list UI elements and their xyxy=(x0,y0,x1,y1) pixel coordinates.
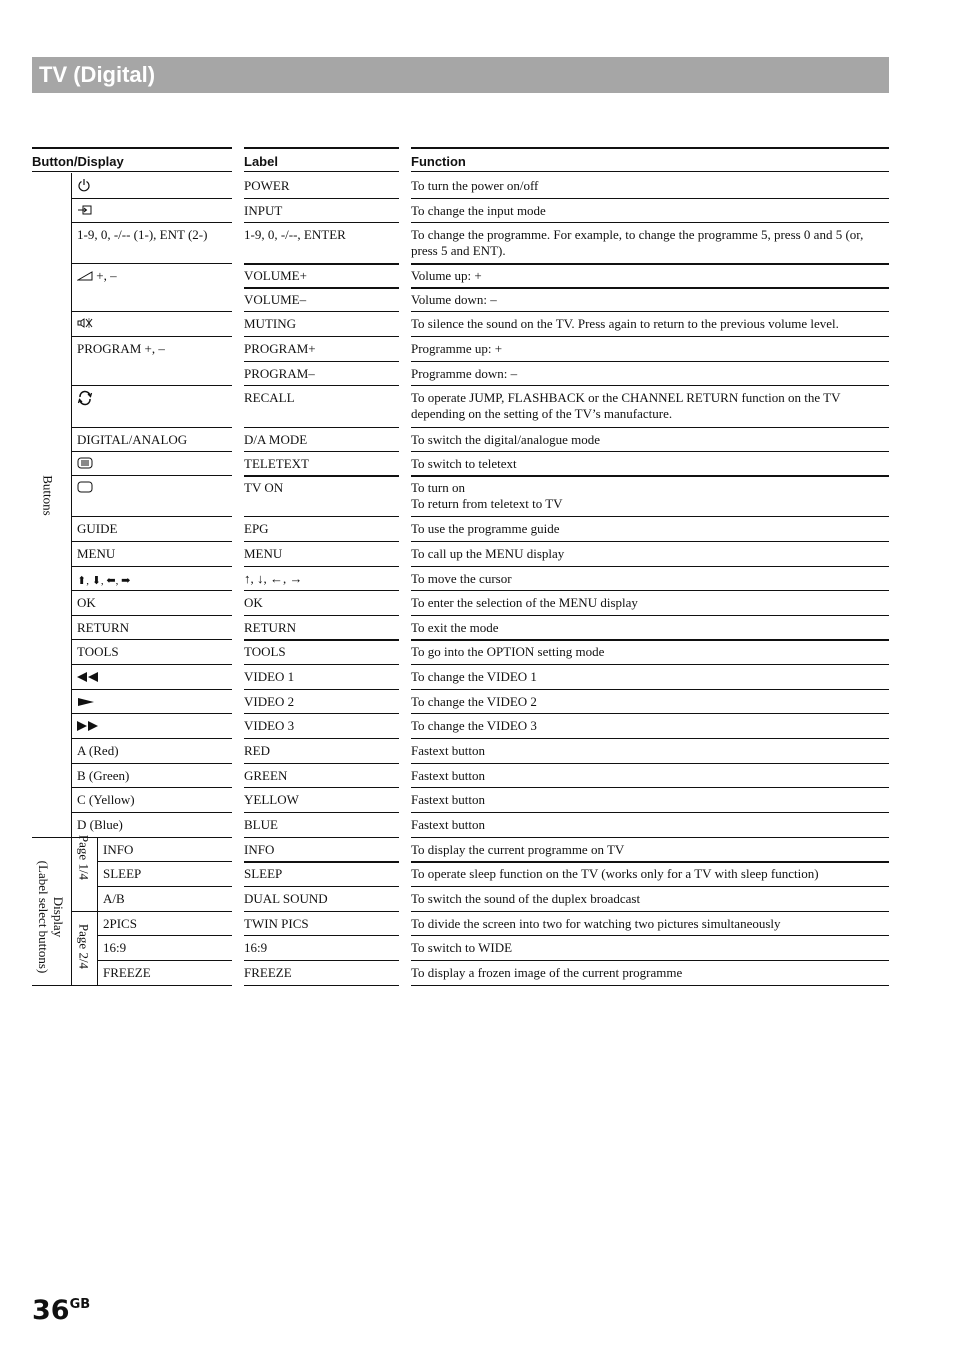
button-cell xyxy=(77,546,228,562)
row-divider xyxy=(411,935,889,936)
button-text: MENU xyxy=(77,546,116,561)
row-divider xyxy=(411,738,889,739)
function-cell: To turn the power on/off xyxy=(411,178,539,193)
row-divider xyxy=(71,311,232,312)
row-divider xyxy=(411,837,889,838)
row-divider xyxy=(71,222,232,223)
row-divider xyxy=(97,911,232,912)
row-divider xyxy=(71,427,232,428)
label-cell: SLEEP xyxy=(244,866,283,881)
recall-icon xyxy=(77,390,93,410)
button-cell xyxy=(77,178,228,196)
row-divider xyxy=(244,590,399,591)
row-divider xyxy=(244,738,399,739)
function-cell: Programme up: + xyxy=(411,341,503,356)
group-label-buttons: Buttons xyxy=(40,475,56,516)
button-text: 1-9, 0, -/-- (1-), ENT (2-) xyxy=(77,227,208,242)
row-divider xyxy=(411,985,889,986)
label-cell: POWER xyxy=(244,178,290,193)
row-divider xyxy=(411,311,889,312)
button-text: FREEZE xyxy=(103,965,151,980)
row-divider xyxy=(244,361,399,362)
row-divider xyxy=(411,198,889,199)
button-cell xyxy=(103,891,228,907)
button-text: PROGRAM +, – xyxy=(77,341,165,356)
row-divider xyxy=(71,198,232,199)
play-icon xyxy=(77,695,95,711)
label-cell: 16:9 xyxy=(244,940,268,955)
function-cell: To switch to teletext xyxy=(411,456,517,471)
button-text: GUIDE xyxy=(77,521,118,536)
button-text: 2PICS xyxy=(103,916,137,931)
row-divider xyxy=(244,516,399,517)
label-cell: TV ON xyxy=(244,480,284,495)
button-cell xyxy=(77,456,228,473)
row-divider xyxy=(411,911,889,912)
label-cell: OK xyxy=(244,595,263,610)
button-cell xyxy=(103,940,228,956)
header-function: Function xyxy=(411,147,889,172)
function-cell: To change the VIDEO 3 xyxy=(411,718,537,733)
group-separator xyxy=(71,173,72,985)
button-cell xyxy=(77,521,228,537)
row-divider xyxy=(244,935,399,936)
button-cell xyxy=(77,817,228,833)
function-cell: To change the VIDEO 2 xyxy=(411,694,537,709)
row-divider xyxy=(71,787,232,788)
group-label-display: Display (Label select buttons) xyxy=(36,860,66,974)
label-cell: TOOLS xyxy=(244,644,286,659)
label-cell: PROGRAM– xyxy=(244,366,315,381)
function-cell: To display the current programme on TV xyxy=(411,842,625,857)
row-divider xyxy=(244,861,399,863)
row-divider xyxy=(244,763,399,764)
button-cell xyxy=(77,227,228,243)
group-divider xyxy=(32,837,71,838)
row-divider xyxy=(71,664,232,665)
header-button-display: Button/Display xyxy=(32,147,232,172)
function-cell: To operate JUMP, FLASHBACK or the CHANNEL RETURN function on the TV depending on the setting of the TV’s manufacture. xyxy=(411,390,841,421)
teletext-icon xyxy=(77,457,93,473)
label-cell: MENU xyxy=(244,546,283,561)
label-cell: PROGRAM+ xyxy=(244,341,316,356)
row-divider xyxy=(244,566,399,567)
button-text: D (Blue) xyxy=(77,817,123,832)
function-cell: To go into the OPTION setting mode xyxy=(411,644,605,659)
row-divider xyxy=(411,566,889,567)
row-divider xyxy=(244,336,399,337)
button-cell xyxy=(77,432,228,448)
row-divider xyxy=(411,541,889,542)
row-divider xyxy=(244,837,399,838)
function-cell: To operate sleep function on the TV (works only for a TV with sleep function) xyxy=(411,866,819,881)
row-divider xyxy=(97,960,232,961)
button-text: C (Yellow) xyxy=(77,792,135,807)
row-divider xyxy=(244,451,399,452)
row-divider xyxy=(411,385,889,386)
function-cell: To divide the screen into two for watching two pictures simultaneously xyxy=(411,916,781,931)
row-divider xyxy=(244,985,399,986)
button-text: DIGITAL/ANALOG xyxy=(77,432,188,447)
function-cell: To move the cursor xyxy=(411,571,512,586)
row-divider xyxy=(244,689,399,690)
function-cell: Volume up: + xyxy=(411,268,482,283)
row-divider xyxy=(71,566,232,567)
label-cell: RED xyxy=(244,743,270,758)
function-cell: To change the programme. For example, to change the programme 5, press 0 and 5 (or, press 5 and ENT). xyxy=(411,227,864,258)
button-cell xyxy=(77,203,228,220)
row-divider xyxy=(244,311,399,312)
button-cell xyxy=(77,390,228,410)
function-cell: To enter the selection of the MENU display xyxy=(411,595,638,610)
row-divider xyxy=(71,475,232,476)
arrows-label-icon: ↑, ↓, ←, → xyxy=(244,571,303,586)
row-divider xyxy=(411,689,889,690)
row-divider xyxy=(411,475,889,477)
row-divider xyxy=(244,787,399,788)
function-cell: To use the programme guide xyxy=(411,521,560,536)
row-divider xyxy=(244,222,399,223)
button-cell xyxy=(77,268,228,285)
button-cell xyxy=(77,620,228,636)
label-cell: EPG xyxy=(244,521,269,536)
button-cell xyxy=(103,842,228,858)
row-divider xyxy=(411,615,889,616)
row-divider xyxy=(71,689,232,690)
row-divider xyxy=(411,639,889,641)
row-divider xyxy=(411,287,889,289)
button-cell xyxy=(77,644,228,660)
button-cell xyxy=(77,571,228,589)
label-cell: VOLUME+ xyxy=(244,268,307,283)
function-cell: Fastext button xyxy=(411,817,486,832)
label-cell: TWIN PICS xyxy=(244,916,309,931)
button-cell xyxy=(77,480,228,497)
button-cell xyxy=(77,669,228,686)
volume-icon xyxy=(77,269,93,285)
row-divider xyxy=(71,336,232,337)
label-cell xyxy=(244,571,394,587)
function-cell: Volume down: – xyxy=(411,292,497,307)
function-cell: To switch the sound of the duplex broadcast xyxy=(411,891,641,906)
label-cell: D/A MODE xyxy=(244,432,308,447)
function-cell: To switch to WIDE xyxy=(411,940,513,955)
label-cell: BLUE xyxy=(244,817,278,832)
button-cell xyxy=(77,792,228,808)
button-text: A/B xyxy=(103,891,125,906)
label-cell: VIDEO 1 xyxy=(244,669,295,684)
label-cell: INFO xyxy=(244,842,275,857)
button-text: 16:9 xyxy=(103,940,127,955)
label-cell: RETURN xyxy=(244,620,296,635)
button-cell xyxy=(103,916,228,932)
row-divider xyxy=(97,886,232,887)
tv-icon xyxy=(77,481,93,497)
row-divider xyxy=(411,664,889,665)
function-cell: To call up the MENU display xyxy=(411,546,565,561)
label-cell: VOLUME– xyxy=(244,292,307,307)
button-cell xyxy=(103,965,228,981)
button-text: B (Green) xyxy=(77,768,130,783)
power-icon xyxy=(77,178,91,196)
row-divider xyxy=(411,960,889,961)
button-cell xyxy=(77,718,228,735)
function-cell: To change the VIDEO 1 xyxy=(411,669,537,684)
button-cell xyxy=(77,694,228,711)
row-divider xyxy=(71,763,232,764)
label-cell: YELLOW xyxy=(244,792,299,807)
button-text: TOOLS xyxy=(77,644,119,659)
row-divider xyxy=(244,615,399,616)
button-text: INFO xyxy=(103,842,134,857)
row-divider xyxy=(71,385,232,386)
label-cell: MUTING xyxy=(244,316,296,331)
input-icon xyxy=(77,204,93,220)
row-divider xyxy=(244,385,399,386)
button-cell xyxy=(77,316,228,333)
header-label: Label xyxy=(244,147,399,172)
function-cell: To change the input mode xyxy=(411,203,546,218)
row-divider xyxy=(71,738,232,739)
rewind-icon xyxy=(77,670,99,686)
row-divider xyxy=(244,960,399,961)
row-divider xyxy=(244,911,399,912)
button-text: +, – xyxy=(96,268,117,283)
row-divider xyxy=(244,812,399,813)
row-divider xyxy=(244,639,399,641)
button-text: SLEEP xyxy=(103,866,142,881)
row-divider xyxy=(411,336,889,337)
row-divider xyxy=(71,639,232,640)
function-cell: Fastext button xyxy=(411,792,486,807)
button-cell xyxy=(77,341,228,357)
label-cell: VIDEO 3 xyxy=(244,718,295,733)
muting-icon xyxy=(77,317,93,333)
row-divider xyxy=(244,541,399,542)
row-divider xyxy=(244,263,399,265)
row-divider xyxy=(411,427,889,428)
group-label-page-1: Page 1/4 xyxy=(76,834,92,881)
row-divider xyxy=(411,590,889,591)
section-title-banner xyxy=(32,57,889,93)
row-divider xyxy=(411,361,889,362)
function-cell: To exit the mode xyxy=(411,620,499,635)
group-label-page-2: Page 2/4 xyxy=(76,923,92,970)
label-cell: RECALL xyxy=(244,390,295,405)
label-cell: FREEZE xyxy=(244,965,292,980)
row-divider xyxy=(244,287,399,289)
label-cell: 1-9, 0, -/--, ENTER xyxy=(244,227,346,242)
fast-forward-icon xyxy=(77,719,99,735)
row-divider xyxy=(411,263,889,265)
row-divider xyxy=(71,451,232,452)
function-cell: To display a frozen image of the current programme xyxy=(411,965,683,980)
row-divider xyxy=(71,713,232,714)
label-cell: INPUT xyxy=(244,203,283,218)
row-divider xyxy=(244,886,399,887)
row-divider xyxy=(411,516,889,517)
label-cell: DUAL SOUND xyxy=(244,891,328,906)
button-text: RETURN xyxy=(77,620,129,635)
function-cell: Fastext button xyxy=(411,768,486,783)
label-cell: VIDEO 2 xyxy=(244,694,295,709)
row-divider xyxy=(244,475,399,477)
row-divider xyxy=(411,886,889,887)
row-divider xyxy=(71,516,232,517)
row-divider xyxy=(244,198,399,199)
row-divider xyxy=(411,787,889,788)
function-cell: To switch the digital/analogue mode xyxy=(411,432,600,447)
row-divider xyxy=(411,812,889,813)
page-number: $36^{GB}$ xyxy=(32,1295,91,1326)
row-divider xyxy=(71,615,232,616)
row-divider xyxy=(71,541,232,542)
label-cell: GREEN xyxy=(244,768,288,783)
function-cell: To turn on To return from teletext to TV xyxy=(411,480,563,511)
function-cell: Fastext button xyxy=(411,743,486,758)
button-cell xyxy=(77,595,228,611)
row-divider xyxy=(71,837,232,838)
arrow-keys-icon: ⬆, ⬇, ⬅, ➡ xyxy=(77,574,131,587)
row-divider xyxy=(97,861,232,862)
row-divider xyxy=(71,263,232,264)
row-divider xyxy=(244,664,399,665)
row-divider xyxy=(97,935,232,936)
button-text: OK xyxy=(77,595,96,610)
function-cell: Programme down: – xyxy=(411,366,518,381)
row-divider xyxy=(71,812,232,813)
button-cell xyxy=(103,866,228,882)
row-divider xyxy=(411,713,889,714)
row-divider xyxy=(411,222,889,223)
row-divider xyxy=(411,763,889,764)
row-divider xyxy=(244,713,399,714)
label-cell: TELETEXT xyxy=(244,456,309,471)
button-cell xyxy=(77,743,228,759)
section-title: TV (Digital) xyxy=(39,62,156,87)
row-divider xyxy=(411,451,889,452)
row-divider xyxy=(411,861,889,863)
row-divider xyxy=(71,590,232,591)
page-separator xyxy=(97,837,98,985)
button-cell xyxy=(77,768,228,784)
row-divider xyxy=(244,427,399,428)
button-text: A (Red) xyxy=(77,743,119,758)
function-cell: To silence the sound on the TV. Press again to return to the previous volume level. xyxy=(411,316,839,331)
